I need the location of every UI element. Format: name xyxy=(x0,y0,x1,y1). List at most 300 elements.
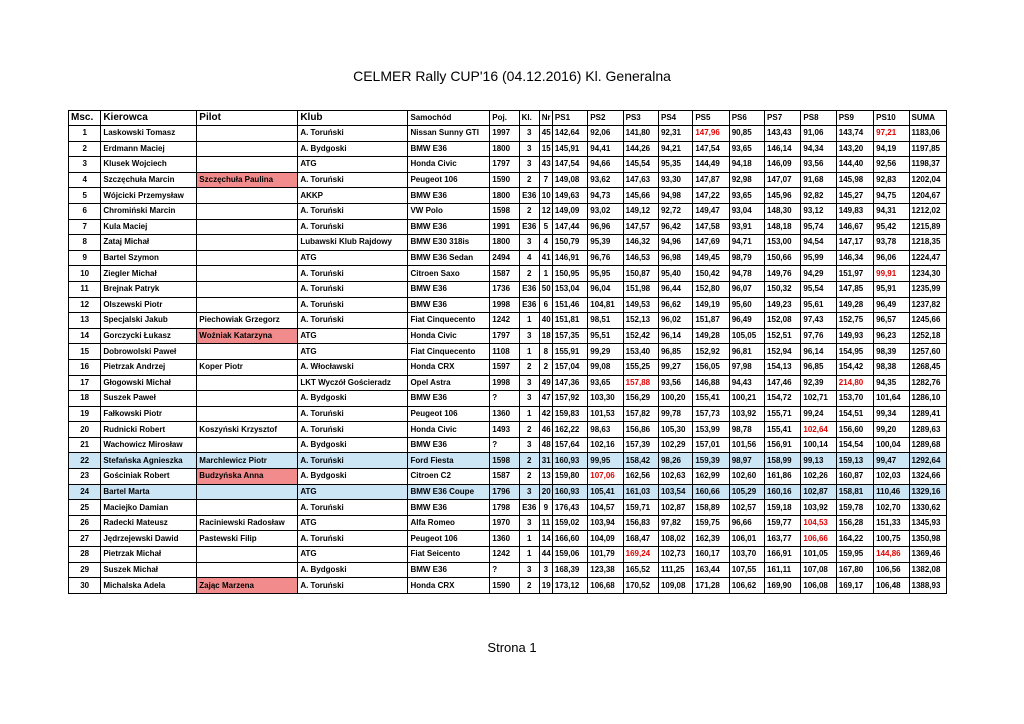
table-cell: 1330,62 xyxy=(909,500,947,516)
table-cell: 146,14 xyxy=(765,141,801,157)
table-cell: 157,73 xyxy=(693,406,729,422)
table-cell: ATG xyxy=(298,547,408,563)
table-cell: 159,83 xyxy=(552,406,587,422)
table-cell: 99,91 xyxy=(874,266,909,282)
table-cell: Lubawski Klub Rajdowy xyxy=(298,235,408,251)
table-cell xyxy=(197,157,298,173)
table-cell: 143,74 xyxy=(836,126,873,142)
table-cell: A. Bydgoski xyxy=(298,562,408,578)
table-cell: 95,51 xyxy=(588,328,623,344)
table-cell: Ziegler Michał xyxy=(101,266,197,282)
table-cell: 1212,02 xyxy=(909,203,947,219)
table-cell: 95,42 xyxy=(874,219,909,235)
table-cell: 145,27 xyxy=(836,188,873,204)
table-cell: Piechowiak Grzegorz xyxy=(197,313,298,329)
table-cell: 4 xyxy=(69,172,101,188)
table-cell: 1289,41 xyxy=(909,406,947,422)
table-cell: 157,01 xyxy=(693,437,729,453)
table-cell: 154,72 xyxy=(765,391,801,407)
page-footer: Strona 1 xyxy=(487,640,537,655)
table-cell: 29 xyxy=(69,562,101,578)
column-header: Klub xyxy=(298,111,408,126)
table-cell: 9 xyxy=(539,500,552,516)
table-cell: 105,41 xyxy=(588,484,623,500)
table-cell: 1797 xyxy=(490,328,519,344)
table-cell: 103,94 xyxy=(588,515,623,531)
table-cell: 168,39 xyxy=(552,562,587,578)
table-cell: Pastewski Filip xyxy=(197,531,298,547)
table-cell: 165,52 xyxy=(623,562,658,578)
table-cell: 157,64 xyxy=(552,437,587,453)
table-cell: 1970 xyxy=(490,515,519,531)
table-cell: 1202,04 xyxy=(909,172,947,188)
table-cell: 157,04 xyxy=(552,359,587,375)
table-row xyxy=(69,359,947,375)
table-cell: 1369,46 xyxy=(909,547,947,563)
table-cell: 159,71 xyxy=(623,500,658,516)
table-cell: 41 xyxy=(539,250,552,266)
table-row xyxy=(69,250,947,266)
table-cell: 94,18 xyxy=(729,157,764,173)
column-header: PS8 xyxy=(801,111,836,126)
table-cell: 99,24 xyxy=(801,406,836,422)
table-cell: 106,56 xyxy=(874,562,909,578)
table-cell xyxy=(197,391,298,407)
table-cell: 1587 xyxy=(490,266,519,282)
table-cell: 1292,64 xyxy=(909,453,947,469)
table-cell: 102,26 xyxy=(801,469,836,485)
table-cell: 1215,89 xyxy=(909,219,947,235)
table-cell: 96,04 xyxy=(588,281,623,297)
table-cell: Laskowski Tomasz xyxy=(101,126,197,142)
table-cell: 3 xyxy=(519,562,539,578)
table-cell: 1234,30 xyxy=(909,266,947,282)
column-header: PS7 xyxy=(765,111,801,126)
table-cell: 144,26 xyxy=(623,141,658,157)
table-cell: 147,17 xyxy=(836,235,873,251)
table-cell: 94,54 xyxy=(801,235,836,251)
table-cell: BMW E36 xyxy=(408,562,490,578)
table-cell: 95,99 xyxy=(801,250,836,266)
table-cell: 1197,85 xyxy=(909,141,947,157)
table-cell: 96,76 xyxy=(588,250,623,266)
column-header: Msc. xyxy=(69,111,101,126)
table-cell: ? xyxy=(490,562,519,578)
table-cell: 44 xyxy=(539,547,552,563)
table-cell: 94,98 xyxy=(658,188,692,204)
table-cell: 2 xyxy=(69,141,101,157)
table-cell: 94,19 xyxy=(874,141,909,157)
table-cell: 98,39 xyxy=(874,344,909,360)
table-cell: 147,69 xyxy=(693,235,729,251)
table-cell: 94,71 xyxy=(729,235,764,251)
table-cell: Olszewski Piotr xyxy=(101,297,197,313)
table-cell: 109,08 xyxy=(658,578,692,594)
table-cell: 25 xyxy=(69,500,101,516)
table-cell: BMW E36 xyxy=(408,281,490,297)
table-cell: 1218,35 xyxy=(909,235,947,251)
table-cell: 151,46 xyxy=(552,297,587,313)
table-cell: Wójcicki Przemysław xyxy=(101,188,197,204)
table-row xyxy=(69,406,947,422)
table-cell: 95,91 xyxy=(874,281,909,297)
table-cell: 95,54 xyxy=(801,281,836,297)
table-cell: 3 xyxy=(519,391,539,407)
table-cell: Fałkowski Piotr xyxy=(101,406,197,422)
table-cell: A. Włocławski xyxy=(298,359,408,375)
table-cell: E36 xyxy=(519,219,539,235)
table-cell: 1268,45 xyxy=(909,359,947,375)
table-cell: Peugeot 106 xyxy=(408,531,490,547)
table-cell: 142,64 xyxy=(552,126,587,142)
column-header: PS9 xyxy=(836,111,873,126)
table-cell: 5 xyxy=(539,219,552,235)
table-cell: 102,73 xyxy=(658,547,692,563)
table-cell: 152,92 xyxy=(693,344,729,360)
table-cell: 97,43 xyxy=(801,313,836,329)
table-cell: Honda Civic xyxy=(408,328,490,344)
table-cell: 94,21 xyxy=(658,141,692,157)
table-cell: 101,56 xyxy=(729,437,764,453)
table-cell: Peugeot 106 xyxy=(408,406,490,422)
table-cell: 146,34 xyxy=(836,250,873,266)
table-cell: 1590 xyxy=(490,172,519,188)
table-cell: 15 xyxy=(69,344,101,360)
table-cell: 97,82 xyxy=(658,515,692,531)
table-cell: 96,49 xyxy=(729,313,764,329)
table-cell: 95,39 xyxy=(588,235,623,251)
table-cell: A. Toruński xyxy=(298,531,408,547)
table-cell: 1282,76 xyxy=(909,375,947,391)
table-row xyxy=(69,547,947,563)
table-cell: 94,35 xyxy=(874,375,909,391)
table-cell: 43 xyxy=(539,157,552,173)
table-cell: 92,39 xyxy=(801,375,836,391)
table-cell: 168,47 xyxy=(623,531,658,547)
table-cell: 94,73 xyxy=(588,188,623,204)
table-cell: 152,75 xyxy=(836,313,873,329)
table-cell: 42 xyxy=(539,406,552,422)
table-cell: 1800 xyxy=(490,235,519,251)
table-row xyxy=(69,219,947,235)
table-cell: 98,79 xyxy=(729,250,764,266)
table-cell: 103,92 xyxy=(801,500,836,516)
table-cell xyxy=(197,437,298,453)
table-cell: 163,44 xyxy=(693,562,729,578)
table-cell: 4 xyxy=(539,235,552,251)
table-row xyxy=(69,172,947,188)
table-cell: 149,76 xyxy=(765,266,801,282)
table-cell: 96,44 xyxy=(658,281,692,297)
table-cell: Honda CRX xyxy=(408,359,490,375)
table-cell: 93,30 xyxy=(658,172,692,188)
table-cell: 49 xyxy=(539,375,552,391)
table-cell: Dobrowolski Paweł xyxy=(101,344,197,360)
table-cell: Marchlewicz Piotr xyxy=(197,453,298,469)
table-cell: 101,05 xyxy=(801,547,836,563)
column-header: PS1 xyxy=(552,111,587,126)
table-cell: 45 xyxy=(539,126,552,142)
table-cell: 102,64 xyxy=(801,422,836,438)
table-cell: 11 xyxy=(539,515,552,531)
table-cell: 156,29 xyxy=(623,391,658,407)
table-cell: 92,06 xyxy=(588,126,623,142)
column-header: PS6 xyxy=(729,111,764,126)
table-cell: A. Toruński xyxy=(298,313,408,329)
table-cell: 106,48 xyxy=(874,578,909,594)
table-cell: 24 xyxy=(69,484,101,500)
table-cell xyxy=(197,297,298,313)
table-cell: 149,28 xyxy=(693,328,729,344)
table-cell: 1598 xyxy=(490,453,519,469)
table-cell: 101,53 xyxy=(588,406,623,422)
table-cell: 1797 xyxy=(490,157,519,173)
table-cell: 1 xyxy=(519,344,539,360)
table-cell: BMW E36 xyxy=(408,188,490,204)
table-cell: 102,63 xyxy=(658,469,692,485)
table-cell: 15 xyxy=(539,141,552,157)
table-cell: BMW E36 Sedan xyxy=(408,250,490,266)
table-cell: 99,95 xyxy=(588,453,623,469)
table-cell: Alfa Romeo xyxy=(408,515,490,531)
table-cell: 151,81 xyxy=(552,313,587,329)
table-cell: 4 xyxy=(519,250,539,266)
table-cell: 144,40 xyxy=(836,157,873,173)
table-cell: 12 xyxy=(69,297,101,313)
table-cell: 155,71 xyxy=(765,406,801,422)
table-cell: 101,64 xyxy=(874,391,909,407)
table-cell: 93,04 xyxy=(729,203,764,219)
table-row xyxy=(69,578,947,594)
table-cell: A. Toruński xyxy=(298,422,408,438)
table-cell: 94,75 xyxy=(874,188,909,204)
table-cell: Citroen C2 xyxy=(408,469,490,485)
table-cell: 95,40 xyxy=(658,266,692,282)
table-cell: 96,06 xyxy=(874,250,909,266)
table-cell: 98,78 xyxy=(729,422,764,438)
table-cell: 106,62 xyxy=(729,578,764,594)
table-cell: ? xyxy=(490,437,519,453)
table-cell: Gościniak Robert xyxy=(101,469,197,485)
table-cell: 169,17 xyxy=(836,578,873,594)
table-cell: 94,34 xyxy=(801,141,836,157)
table-cell: A. Toruński xyxy=(298,172,408,188)
table-row xyxy=(69,188,947,204)
table-cell: 1324,66 xyxy=(909,469,947,485)
table-cell: 97,21 xyxy=(874,126,909,142)
table-cell: 146,88 xyxy=(693,375,729,391)
table-cell: VW Polo xyxy=(408,203,490,219)
table-cell: 96,49 xyxy=(874,297,909,313)
table-cell: Klusek Wojciech xyxy=(101,157,197,173)
table-cell: 143,43 xyxy=(765,126,801,142)
table-cell: Radecki Mateusz xyxy=(101,515,197,531)
table-cell: 1 xyxy=(519,406,539,422)
table-cell: 147,22 xyxy=(693,188,729,204)
table-cell: 154,13 xyxy=(765,359,801,375)
table-cell: Koszyński Krzysztof xyxy=(197,422,298,438)
table-cell: Pietrzak Michał xyxy=(101,547,197,563)
table-cell: 107,08 xyxy=(801,562,836,578)
table-cell: 30 xyxy=(69,578,101,594)
table-cell: 107,06 xyxy=(588,469,623,485)
table-cell: 159,39 xyxy=(693,453,729,469)
table-cell: 147,46 xyxy=(765,375,801,391)
table-cell: 214,80 xyxy=(836,375,873,391)
table-cell: 110,46 xyxy=(874,484,909,500)
table-cell: 19 xyxy=(539,578,552,594)
table-cell: Zając Marzena xyxy=(197,578,298,594)
table-cell: 145,96 xyxy=(765,188,801,204)
table-cell: 1800 xyxy=(490,141,519,157)
table-cell: 97,98 xyxy=(729,359,764,375)
table-cell: Erdmann Maciej xyxy=(101,141,197,157)
table-cell: 1360 xyxy=(490,406,519,422)
table-cell: Kula Maciej xyxy=(101,219,197,235)
table-cell: 103,92 xyxy=(729,406,764,422)
table-cell: 158,89 xyxy=(693,500,729,516)
table-cell: Honda Civic xyxy=(408,157,490,173)
table-cell xyxy=(197,406,298,422)
table-cell: 155,41 xyxy=(765,422,801,438)
table-cell: 151,98 xyxy=(623,281,658,297)
table-cell: 150,66 xyxy=(765,250,801,266)
table-cell: Specjalski Jakub xyxy=(101,313,197,329)
table-cell: 152,42 xyxy=(623,328,658,344)
table-cell: 94,66 xyxy=(588,157,623,173)
table-cell: 106,08 xyxy=(801,578,836,594)
table-cell: 96,57 xyxy=(874,313,909,329)
table-cell: 1289,63 xyxy=(909,422,947,438)
table-cell: Budzyńska Anna xyxy=(197,469,298,485)
table-cell: 104,57 xyxy=(588,500,623,516)
table-cell: 9 xyxy=(69,250,101,266)
table-cell: ATG xyxy=(298,484,408,500)
table-cell: 96,96 xyxy=(588,219,623,235)
table-cell: 94,29 xyxy=(801,266,836,282)
table-cell: Rudnicki Robert xyxy=(101,422,197,438)
table-cell: 99,20 xyxy=(874,422,909,438)
table-cell: 93,91 xyxy=(729,219,764,235)
table-cell: 106,66 xyxy=(801,531,836,547)
table-cell: 104,53 xyxy=(801,515,836,531)
table-cell: Brejnak Patryk xyxy=(101,281,197,297)
table-cell: 159,78 xyxy=(836,500,873,516)
table-cell: 156,83 xyxy=(623,515,658,531)
table-cell: 1800 xyxy=(490,188,519,204)
table-cell: 145,54 xyxy=(623,157,658,173)
table-cell: Wachowicz Mirosław xyxy=(101,437,197,453)
table-cell: 156,91 xyxy=(765,437,801,453)
table-cell: 176,43 xyxy=(552,500,587,516)
table-row xyxy=(69,562,947,578)
table-cell: 3 xyxy=(519,141,539,157)
table-cell: 2 xyxy=(519,203,539,219)
table-cell: 145,98 xyxy=(836,172,873,188)
table-cell: 162,39 xyxy=(693,531,729,547)
table-cell: 159,95 xyxy=(836,547,873,563)
table-cell: 96,14 xyxy=(658,328,692,344)
table-row xyxy=(69,281,947,297)
table-cell: 3 xyxy=(519,126,539,142)
table-cell: 107,55 xyxy=(729,562,764,578)
column-header: PS3 xyxy=(623,111,658,126)
table-cell: Woźniak Katarzyna xyxy=(197,328,298,344)
table-cell: 96,62 xyxy=(658,297,692,313)
table-cell: 98,97 xyxy=(729,453,764,469)
table-cell: 2494 xyxy=(490,250,519,266)
table-cell: 2 xyxy=(519,578,539,594)
table-cell xyxy=(197,141,298,157)
table-cell: 10 xyxy=(539,188,552,204)
table-cell: 96,66 xyxy=(729,515,764,531)
table-row xyxy=(69,297,947,313)
table-cell: 167,80 xyxy=(836,562,873,578)
table-cell: 1350,98 xyxy=(909,531,947,547)
table-cell: 105,30 xyxy=(658,422,692,438)
table-cell: 91,06 xyxy=(801,126,836,142)
table-cell: 3 xyxy=(519,235,539,251)
table-cell: 94,41 xyxy=(588,141,623,157)
table-cell: 146,09 xyxy=(765,157,801,173)
table-cell: 8 xyxy=(69,235,101,251)
table-cell: E36 xyxy=(519,281,539,297)
table-cell xyxy=(197,500,298,516)
table-cell: Pietrzak Andrzej xyxy=(101,359,197,375)
table-cell: E36 xyxy=(519,500,539,516)
table-cell: 148,30 xyxy=(765,203,801,219)
table-cell: 169,24 xyxy=(623,547,658,563)
table-cell: 103,30 xyxy=(588,391,623,407)
table-cell: 169,90 xyxy=(765,578,801,594)
table-row xyxy=(69,157,947,173)
table-cell: 145,66 xyxy=(623,188,658,204)
table-cell: 149,12 xyxy=(623,203,658,219)
table-cell: 2 xyxy=(519,422,539,438)
table-cell: AKKP xyxy=(298,188,408,204)
table-cell: BMW E36 xyxy=(408,219,490,235)
table-cell: 18 xyxy=(69,391,101,407)
table-cell: 149,45 xyxy=(693,250,729,266)
table-cell: 1183,06 xyxy=(909,126,947,142)
table-cell: 11 xyxy=(69,281,101,297)
table-cell: 94,31 xyxy=(874,203,909,219)
table-cell: 104,09 xyxy=(588,531,623,547)
table-cell: 141,80 xyxy=(623,126,658,142)
table-cell: 153,70 xyxy=(836,391,873,407)
table-cell: 92,56 xyxy=(874,157,909,173)
table-cell: 1587 xyxy=(490,469,519,485)
table-cell: 17 xyxy=(69,375,101,391)
table-cell: 21 xyxy=(69,437,101,453)
table-cell: 1 xyxy=(519,547,539,563)
table-cell: 1242 xyxy=(490,547,519,563)
table-cell: 92,82 xyxy=(801,188,836,204)
table-cell: Honda CRX xyxy=(408,578,490,594)
table-cell: 152,13 xyxy=(623,313,658,329)
table-cell: 102,16 xyxy=(588,437,623,453)
table-cell: 14 xyxy=(69,328,101,344)
table-cell: 149,23 xyxy=(765,297,801,313)
table-cell: 96,81 xyxy=(729,344,764,360)
table-cell: 147,54 xyxy=(693,141,729,157)
table-cell xyxy=(197,375,298,391)
table-cell: 96,07 xyxy=(729,281,764,297)
table-cell: 96,85 xyxy=(801,359,836,375)
table-cell: Gorczycki Łukasz xyxy=(101,328,197,344)
table-cell: 99,47 xyxy=(874,453,909,469)
table-cell: 157,92 xyxy=(552,391,587,407)
